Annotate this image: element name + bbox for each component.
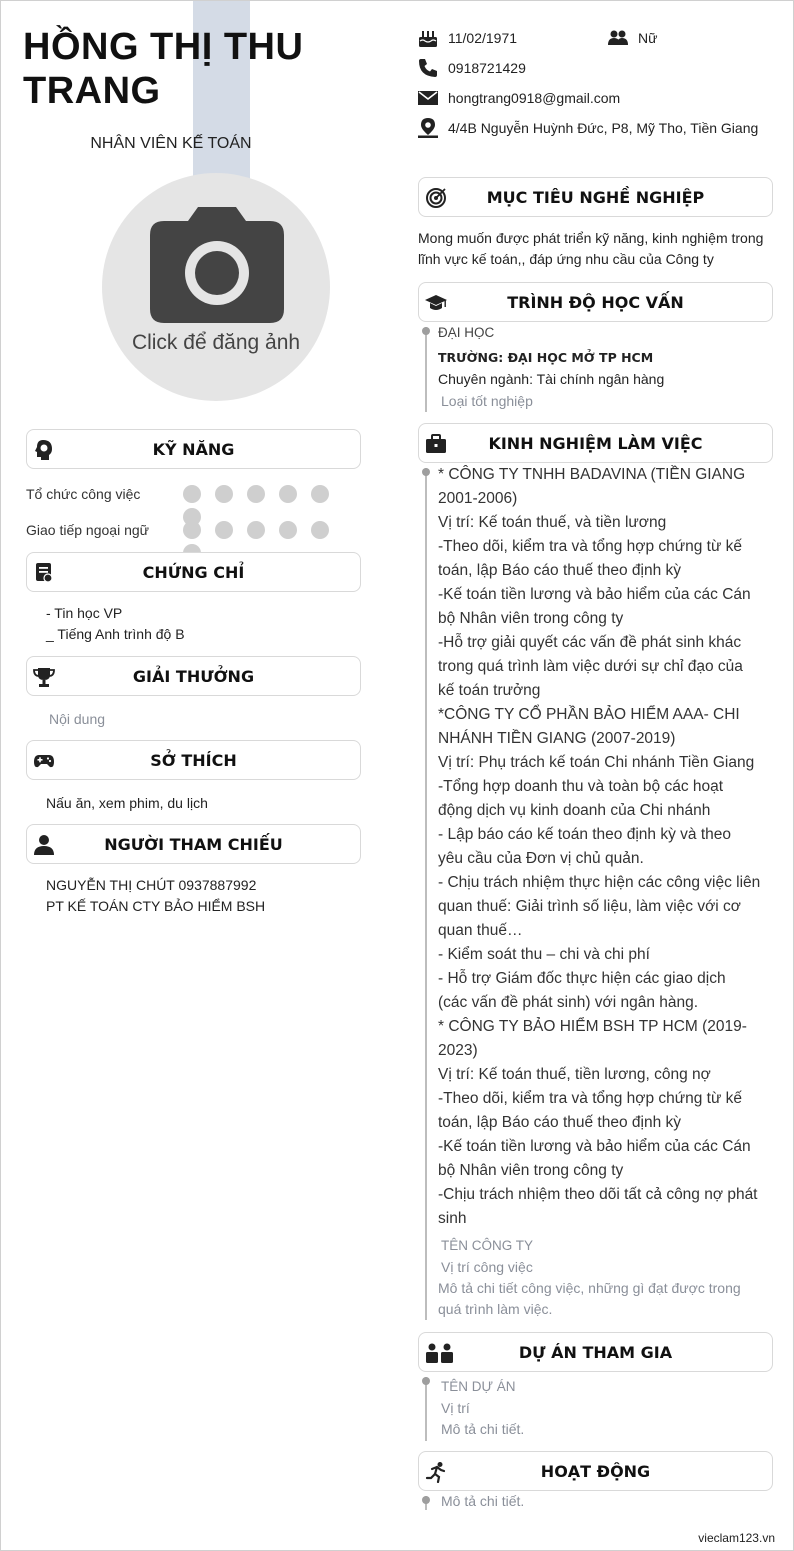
photo-caption: Click để đăng ảnh <box>131 331 301 354</box>
certificates-title: CHỨNG CHỈ <box>142 563 245 582</box>
certificate-line: - Tin học VP <box>46 605 123 621</box>
experience-desc-line: Mô tả chi tiết công việc, những gì đạt được trong <box>438 1280 741 1296</box>
birthday-row[interactable] <box>418 28 598 50</box>
candidate-name[interactable] <box>23 25 343 113</box>
email-value: hongtrang0918@gmail.com <box>448 90 621 106</box>
project-desc-placeholder[interactable]: Mô tả chi tiết. <box>441 1421 525 1437</box>
certificates-content[interactable] <box>46 603 185 645</box>
phone-icon <box>418 58 438 78</box>
education-timeline <box>425 327 427 412</box>
name-line-2: TRANG <box>23 70 161 112</box>
references-content[interactable] <box>46 875 265 917</box>
email-row[interactable] <box>418 88 718 110</box>
email-icon <box>418 88 438 108</box>
awards-header <box>26 656 361 696</box>
references-title: NGƯỜI THAM CHIẾU <box>104 835 283 854</box>
activities-title: HOẠT ĐỘNG <box>540 1462 651 1481</box>
skills-header <box>26 429 361 469</box>
objective-line: Mong muốn được phát triển kỹ năng, kinh nghiệm trong <box>418 230 764 246</box>
birthday-value: 11/02/1971 <box>448 30 518 46</box>
rating-dot[interactable] <box>247 485 265 503</box>
rating-dot[interactable] <box>215 521 233 539</box>
skill-row[interactable] <box>26 485 366 505</box>
education-school[interactable]: TRƯỜNG: ĐẠI HỌC MỞ TP HCM <box>438 350 654 365</box>
camera-icon <box>148 205 286 325</box>
skill-label: Giao tiếp ngoại ngữ <box>26 522 150 538</box>
activities-header <box>418 1451 773 1491</box>
reference-line: PT KẾ TOÁN CTY BẢO HIỂM BSH <box>46 898 266 914</box>
experience-header <box>418 423 773 463</box>
rating-dot[interactable] <box>183 485 201 503</box>
gender-value: Nữ <box>638 30 658 46</box>
certificates-header <box>26 552 361 592</box>
rating-dot[interactable] <box>279 485 297 503</box>
rating-dot[interactable] <box>279 521 297 539</box>
awards-title: GIẢI THƯỞNG <box>132 667 255 686</box>
timeline-dot <box>422 1377 430 1385</box>
timeline-dot <box>422 468 430 476</box>
activity-desc-placeholder[interactable]: Mô tả chi tiết. <box>441 1493 525 1509</box>
experience-content[interactable]: * CÔNG TY TNHH BADAVINA (TIỀN GIANG 2001-2006) Vị trí: Kế toán thuế, và tiền lương -Theo dõi, kiểm tra và tổng hợp chứng từ kế toán, lập Báo cáo thuế theo định kỳ -Kế toán tiền lương và bảo hiểm của các Cán bộ Nhân viên trong công ty -Hỗ trợ giải quyết các vấn đề phát sinh khác trong quá trình làm việc dưới sự chỉ đạo của kế toán trưởng *CÔNG TY CỔ PHẦN BẢO HIỂM AAA- CHI NHÁNH TIỀN GIANG (2007-2019) Vị trí: Phụ trách kế toán Chi nhánh Tiền Giang -Tổng hợp doanh thu và toàn bộ các hoạt động dịch vụ kinh doanh của Chi nhánh - Lập báo cáo kế toán theo định kỳ và theo yêu cầu của Đơn vị chủ quản. - Chịu trách nhiệm thực hiện các công việc liên quan thuế: Giải trình số liệu, làm việc với cơ quan thuế… - Kiểm soát thu – chi và chi phí - Hỗ trợ Giám đốc thực hiện các giao dịch (các vấn đề phát sinh) với ngân hàng. * CÔNG TY BẢO HIỂM BSH TP HCM (2019- 2023) Vị trí: Kế toán thuế, tiền lương, công nợ -Theo dõi, kiểm tra và tổng hợp chứng từ kế toán, lập Báo cáo thuế theo định kỳ -Kế toán tiền lương và bảo hiểm của các Cán bộ Nhân viên trong công ty -Chịu trách nhiệm theo dõi tất cả công nợ phát sinh <box>438 466 761 1227</box>
experience-company-placeholder[interactable]: TÊN CÔNG TY <box>441 1238 534 1253</box>
project-name-placeholder[interactable]: TÊN DỰ ÁN <box>441 1379 516 1394</box>
education-title: TRÌNH ĐỘ HỌC VẤN <box>507 293 684 312</box>
job-title[interactable]: NHÂN VIÊN KẾ TOÁN <box>90 135 252 152</box>
project-role-placeholder[interactable]: Vị trí <box>441 1400 470 1416</box>
rating-dot[interactable] <box>183 521 201 539</box>
awards-placeholder[interactable]: Nội dung <box>49 711 106 727</box>
objective-text[interactable] <box>418 228 778 270</box>
objective-line: lĩnh vực kế toán,, đáp ứng nhu cầu của Công ty <box>418 251 714 267</box>
objective-header <box>418 177 773 217</box>
skill-row[interactable] <box>26 521 366 541</box>
references-header <box>26 824 361 864</box>
timeline-dot <box>422 327 430 335</box>
footer-brand: vieclam123.vn <box>698 1531 775 1545</box>
photo-upload[interactable] <box>102 173 330 401</box>
gender-row[interactable] <box>608 28 728 50</box>
address-value: 4/4B Nguyễn Huỳnh Đức, P8, Mỹ Tho, Tiền Giang <box>448 120 759 136</box>
objective-title: MỤC TIÊU NGHỀ NGHIỆP <box>486 188 705 207</box>
hobbies-header <box>26 740 361 780</box>
gender-users-icon <box>608 28 628 48</box>
skills-title: KỸ NĂNG <box>152 440 235 459</box>
rating-dot[interactable] <box>215 485 233 503</box>
experience-timeline <box>425 468 427 1320</box>
birthday-cake-icon <box>418 28 438 48</box>
address-row[interactable] <box>418 118 778 140</box>
education-header <box>418 282 773 322</box>
education-major[interactable]: Chuyên ngành: Tài chính ngân hàng <box>438 371 665 387</box>
hobbies-text[interactable]: Nấu ăn, xem phim, du lịch <box>46 795 208 811</box>
hobbies-title: SỞ THÍCH <box>150 751 237 770</box>
map-pin-icon <box>418 118 438 138</box>
education-grade-placeholder[interactable]: Loại tốt nghiệp <box>441 393 533 409</box>
experience-desc-placeholder[interactable] <box>438 1278 776 1320</box>
education-level[interactable]: ĐẠI HỌC <box>438 325 495 340</box>
timeline-dot <box>422 1496 430 1504</box>
experience-title: KINH NGHIỆM LÀM VIỆC <box>488 434 703 453</box>
certificate-line: _ Tiếng Anh trình độ B <box>46 626 185 642</box>
reference-line: NGUYỄN THỊ CHÚT 0937887992 <box>46 877 257 893</box>
projects-header <box>418 1332 773 1372</box>
phone-value: 0918721429 <box>448 60 526 76</box>
skill-label: Tổ chức công việc <box>26 486 141 502</box>
rating-dot[interactable] <box>311 521 329 539</box>
rating-dot[interactable] <box>311 485 329 503</box>
phone-row[interactable] <box>418 58 718 80</box>
name-line-1: HỒNG THỊ THU <box>23 26 304 68</box>
experience-desc-line: quá trình làm việc. <box>438 1301 553 1317</box>
experience-position-placeholder[interactable]: Vị trí công việc <box>441 1259 533 1275</box>
projects-timeline <box>425 1377 427 1441</box>
rating-dot[interactable] <box>247 521 265 539</box>
projects-title: DỰ ÁN THAM GIA <box>518 1343 673 1362</box>
